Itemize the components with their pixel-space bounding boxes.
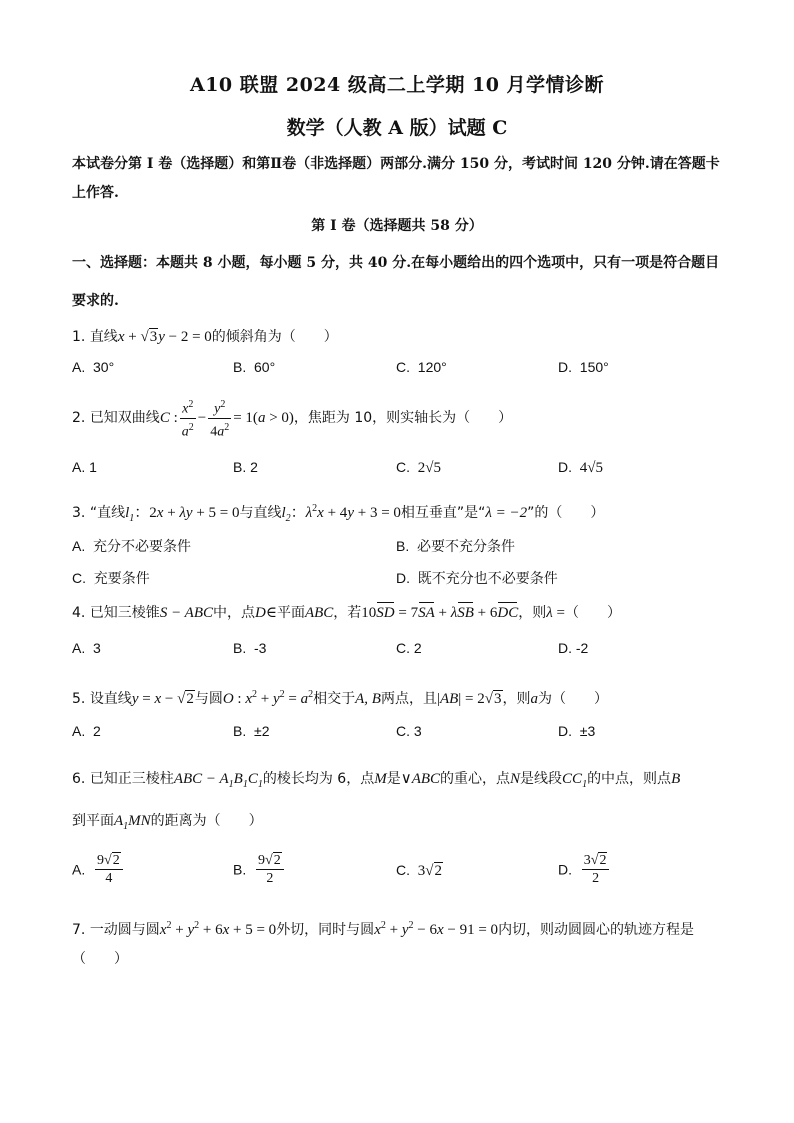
question-text-mid: 的棱长均为 6，点: [262, 771, 375, 787]
question-number: 4.: [72, 605, 86, 621]
math-line-l2-eq: ：$\lambda^2x + 4y + 3 = 0$: [290, 503, 401, 521]
math-fraction-y: $\frac{y^2}{4a^2}$: [208, 396, 231, 440]
math-triangle: ∨ABC: [400, 771, 441, 787]
question-text-mid: ，则: [502, 691, 531, 707]
math-expression-rest: − 2 = 0: [164, 329, 212, 345]
question-text: 一动圆与圆: [89, 922, 160, 938]
math-plane: $A_1MN$: [114, 813, 151, 832]
math-expression: x: [117, 329, 125, 345]
question-text-mid: ，若: [333, 605, 362, 621]
math-line-l1: $l_1$: [125, 505, 135, 524]
question-text-mid: 中，点: [213, 605, 255, 621]
math-equals: =: [552, 605, 565, 621]
option-b: B. 60°: [233, 359, 276, 375]
question-6: [72, 768, 732, 796]
option-d: D. 150°: [558, 359, 609, 375]
question-text-end: ，焦距为 10，则实轴长为（ ）: [293, 410, 513, 427]
question-6-line2: [72, 810, 732, 838]
option-b: B. $\frac{9√2}{2}$: [233, 852, 286, 887]
exam-title: A10 联盟 2024 级高二上学期 10 月学情诊断: [189, 74, 605, 96]
option-d: D. ±3: [558, 723, 596, 739]
question-text-mid: 与直线: [239, 505, 282, 521]
math-tetrahedron: S − ABC: [159, 605, 213, 621]
question-text: 设直线: [89, 691, 132, 707]
question-text: 直线: [89, 329, 118, 345]
math-circle-2: $x^2 + y^2 - 6x - 91 = 0$: [374, 920, 499, 938]
math-condition: = 1(a > 0): [233, 410, 294, 427]
math-line-l2: $l_2$: [281, 505, 291, 524]
math-lambda: λ: [546, 605, 553, 621]
math-lambda-value: λ = −2: [485, 505, 528, 521]
option-c: C. 2√5: [396, 459, 442, 476]
option-a: A. 30°: [72, 359, 115, 375]
option-a-fraction: $\frac{9√2}{4}$: [95, 852, 123, 887]
question-7-line2: [72, 948, 732, 970]
question-number: 6.: [72, 771, 86, 787]
option-d: D. 既不充分也不必要条件: [396, 570, 558, 586]
part-title: 第 I 卷（选择题共 58 分）: [311, 218, 483, 234]
math-point-b: B: [671, 771, 681, 787]
math-point-d: D: [255, 605, 266, 621]
question-text-end: 内切，则动圆圆心的轨迹方程是: [498, 922, 695, 938]
math-point-m: M: [374, 771, 387, 787]
math-element-of: ∈: [265, 605, 277, 621]
option-c: C. 120°: [396, 359, 447, 375]
question-text-end: 为（ ）: [538, 691, 608, 707]
math-colon: :: [169, 410, 178, 427]
question-text-mid: ，则: [518, 605, 547, 621]
question-text-mid: 两点，且: [380, 691, 437, 707]
math-fraction-x: $\frac{x^2}{a^2}$: [180, 396, 196, 440]
question-3: [72, 498, 732, 530]
math-var-a: a: [530, 691, 538, 707]
exam-intro: 本试卷分第 I 卷（选择题）和第Ⅱ卷（非选择题）两部分.满分 150 分，考试时间 120 分钟.请在答题卡上作答.: [72, 156, 720, 201]
math-expression-var: y: [158, 329, 165, 345]
math-minus: −: [197, 410, 207, 427]
option-b-fraction: $\frac{9√2}{2}$: [256, 852, 284, 887]
option-a: A. 1: [72, 459, 97, 475]
option-b: B. -3: [233, 640, 267, 656]
math-plane-abc: ABC: [304, 605, 334, 621]
option-c: C. 充要条件: [72, 570, 150, 586]
option-b: B. 2: [233, 459, 258, 475]
option-c: C. 2: [396, 640, 422, 656]
option-d: D. -2: [558, 640, 589, 656]
question-text-mid: 的重心，点: [440, 771, 511, 787]
question-text-mid: 相互垂直”是“: [400, 505, 486, 521]
question-number: 2.: [72, 410, 86, 427]
exam-subtitle: 数学（人教 A 版）试题 C: [286, 117, 508, 139]
option-a: A. 充分不必要条件: [72, 538, 192, 554]
option-d-fraction: $\frac{3√2}{2}$: [582, 852, 610, 887]
question-text: 已知双曲线: [89, 410, 160, 427]
math-point-n: N: [510, 771, 521, 787]
question-text: 已知正三棱柱: [89, 771, 174, 787]
option-c: C. 3: [396, 723, 422, 739]
question-answer-blank: （ ）: [72, 951, 128, 967]
question-number: 7.: [72, 922, 86, 938]
question-text-mid: 的中点，则点: [587, 771, 672, 787]
option-a: A. $\frac{9√2}{4}$: [72, 852, 125, 887]
question-text-end: 的距离为（ ）: [150, 813, 263, 829]
math-prism: ABC − $A_1B_1C_1$: [173, 771, 263, 790]
question-text-end: 的倾斜角为（ ）: [211, 329, 338, 345]
question-text-end: ”的（ ）: [527, 505, 605, 521]
question-text-mid: 相交于: [313, 691, 356, 707]
question-7: [72, 915, 732, 941]
math-circle-eq: O : $x^2 + y^2 = a^2$: [222, 689, 314, 707]
question-text: 已知三棱锥: [89, 605, 160, 621]
math-line-l1-eq: ：2x + λy + 5 = 0: [134, 505, 240, 521]
option-b: B. ±2: [233, 723, 270, 739]
option-b: B. 必要不充分条件: [396, 538, 516, 554]
question-2: [72, 396, 732, 440]
math-vector-equation: 10SD = 7SA + λSB + 6DC: [361, 605, 518, 621]
math-points-ab: A, B: [355, 691, 381, 707]
question-number: 3.: [72, 505, 86, 521]
option-c: C. 3√2: [396, 862, 443, 879]
question-text-mid: 平面: [276, 605, 305, 621]
option-d: D. $\frac{3√2}{2}$: [558, 852, 611, 887]
option-d: D. 4√5: [558, 459, 604, 476]
question-text-end: （ ）: [564, 605, 621, 621]
question-5: [72, 684, 732, 710]
question-number: 1.: [72, 329, 86, 345]
option-a: A. 2: [72, 723, 101, 739]
math-curve-name: C: [159, 410, 170, 427]
option-a: A. 3: [72, 640, 101, 656]
question-text: 到平面: [72, 813, 114, 829]
math-chord-length: |AB| = 2√3: [436, 691, 502, 707]
question-number: 5.: [72, 691, 86, 707]
question-text-mid: 外切，同时与圆: [276, 922, 375, 938]
math-segment: $CC_1$: [562, 771, 588, 790]
math-line-eq: y = x − √2: [131, 691, 194, 707]
question-1: [72, 326, 732, 348]
question-4: [72, 602, 732, 624]
math-circle-1: $x^2 + y^2 + 6x + 5 = 0$: [159, 920, 277, 938]
math-expression-op: + √3: [124, 329, 158, 345]
question-text-mid: 与圆: [194, 691, 223, 707]
question-text-mid: 是: [386, 771, 401, 787]
section-title: 一、选择题：本题共 8 小题，每小题 5 分，共 40 分.在每小题给出的四个选项中，只有一项是符合题目要求的.: [72, 255, 720, 309]
question-text-mid: 是线段: [520, 771, 563, 787]
question-text: “直线: [89, 505, 126, 521]
option-c-value: 3√2: [417, 863, 443, 879]
